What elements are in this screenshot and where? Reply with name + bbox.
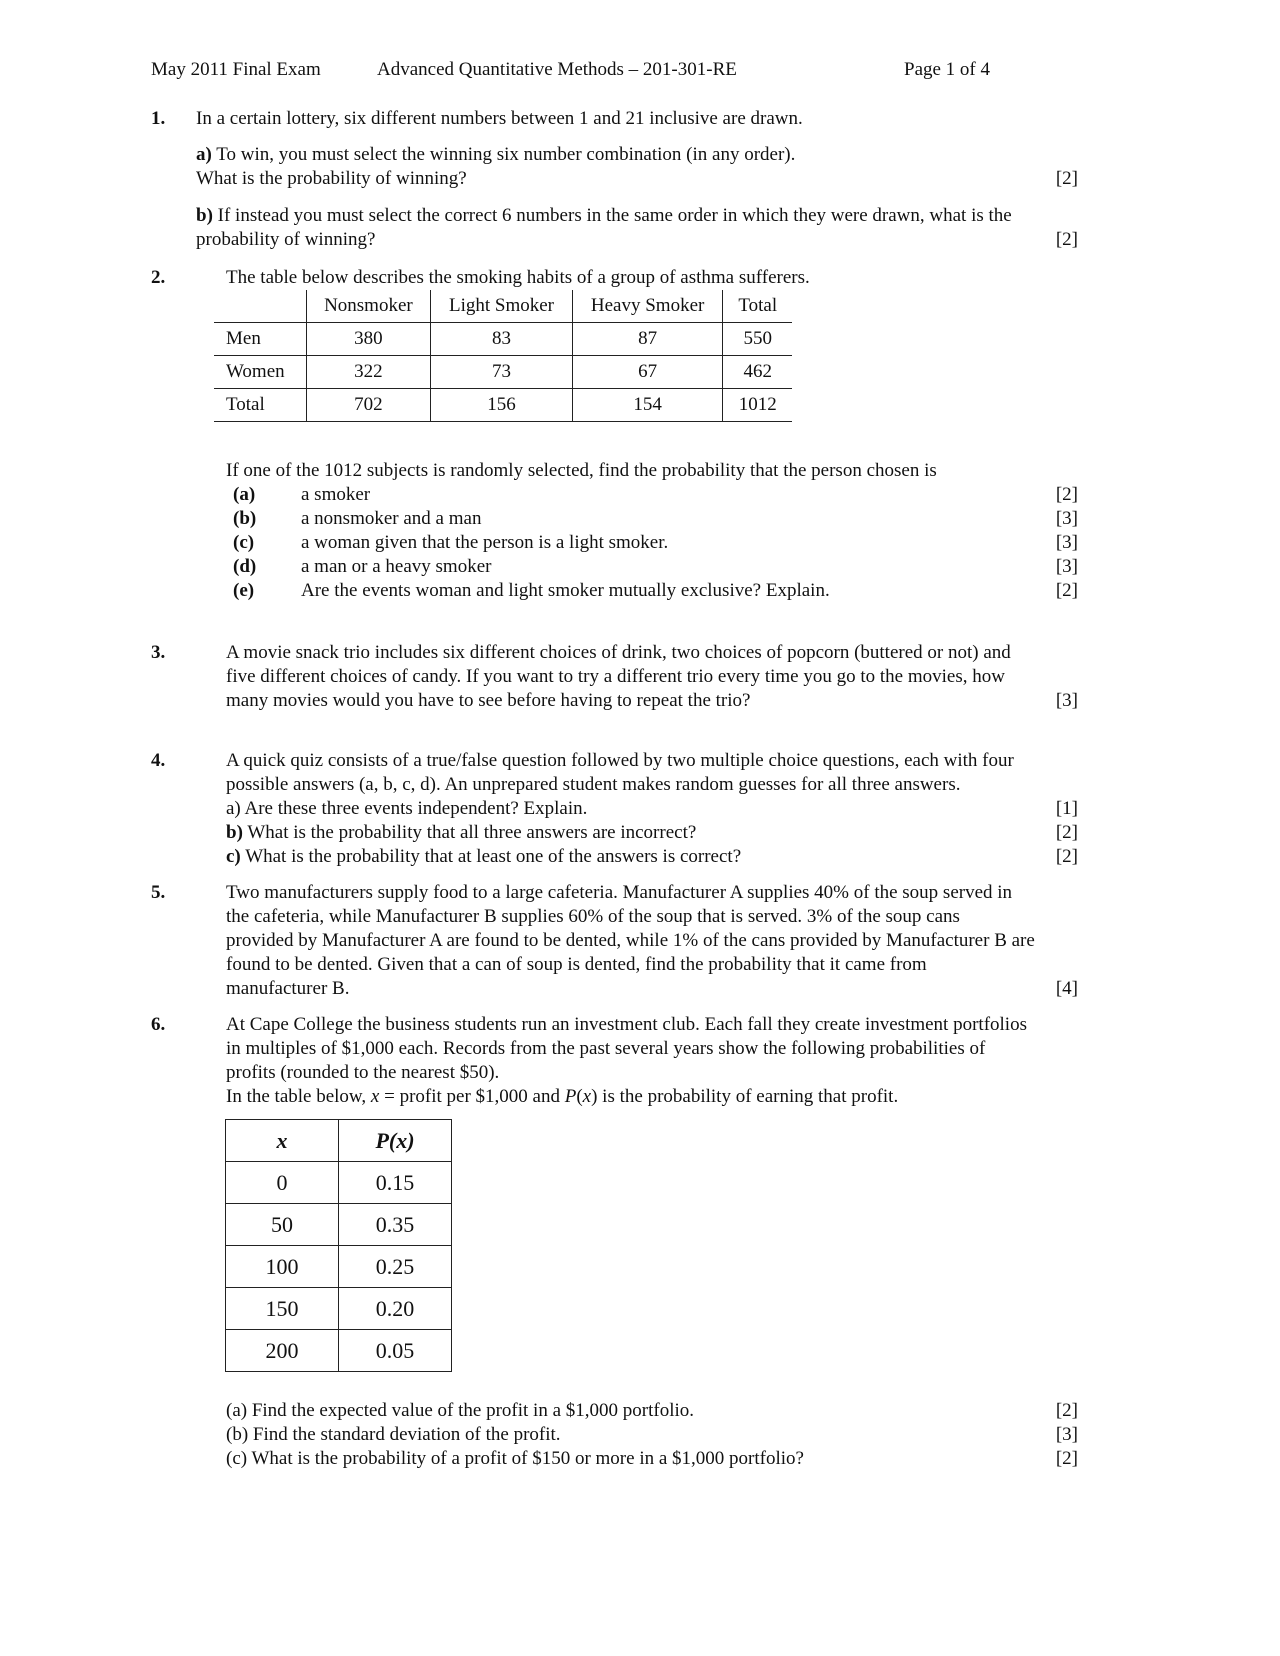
- question-2b-label: (b): [233, 508, 257, 529]
- header-course-title: Advanced Quantitative Methods – 201-301-RE: [377, 59, 737, 80]
- question-3-points: [3]: [1055, 690, 1078, 711]
- smoking-table-row-label: Men: [214, 323, 306, 356]
- table-row: [226, 1330, 452, 1372]
- question-2a-text: a smoker: [301, 484, 371, 505]
- question-5-line1: Two manufacturers supply food to a large cafeteria. Manufacturer A supplies 40% of the soup served in: [226, 882, 1013, 903]
- question-6-line4-text: In the table below,: [226, 1086, 371, 1107]
- question-3-line1: A movie snack trio includes six different choices of drink, two choices of popcorn (buttered or not) and: [226, 642, 1011, 663]
- smoking-table-header: Heavy Smoker: [572, 290, 723, 323]
- question-3-line3: many movies would you have to see before having to repeat the trio?: [226, 690, 751, 711]
- question-6-line4-text: ) is the probability of earning that profit.: [591, 1086, 899, 1107]
- question-1-number: 1.: [151, 108, 166, 129]
- profit-table-cell: 200: [226, 1330, 339, 1372]
- question-4-line2: possible answers (a, b, c, d). An unprepared student makes random guesses for all three answers.: [226, 774, 961, 795]
- smoking-table-cell: 462: [723, 356, 792, 389]
- question-5-line2: the cafeteria, while Manufacturer B supplies 60% of the soup that is served. 3% of the soup cans: [226, 906, 960, 927]
- profit-table-cell: 0.05: [339, 1330, 452, 1372]
- question-1a-line2: What is the probability of winning?: [196, 168, 467, 189]
- table-row: [214, 323, 792, 356]
- question-4a-label: a): [226, 798, 241, 819]
- table-row: [214, 389, 792, 422]
- question-5-line3: provided by Manufacturer A are found to be dented, while 1% of the cans provided by Manufacturer B are: [226, 930, 1035, 951]
- smoking-table-cell: 550: [723, 323, 792, 356]
- question-1b-points: [2]: [1055, 229, 1078, 250]
- smoking-table-cell: 702: [306, 389, 430, 422]
- smoking-table-cell: 73: [431, 356, 573, 389]
- question-2d-points: [3]: [1055, 556, 1078, 577]
- smoking-table: [214, 290, 792, 422]
- question-4b-label: b): [226, 822, 243, 843]
- table-row: [226, 1204, 452, 1246]
- smoking-table-corner: [214, 290, 306, 323]
- question-2-stem: The table below describes the smoking habits of a group of asthma sufferers.: [226, 267, 810, 288]
- header-exam-date: May 2011 Final Exam: [151, 59, 321, 80]
- profit-table-cell: 0.15: [339, 1162, 452, 1204]
- profit-table-cell: 0.25: [339, 1246, 452, 1288]
- profit-table-cell: 0.35: [339, 1204, 452, 1246]
- table-row: [226, 1246, 452, 1288]
- question-6a-points: [2]: [1055, 1400, 1078, 1421]
- smoking-table-row-label: Women: [214, 356, 306, 389]
- smoking-table-header: Total: [723, 290, 792, 323]
- table-row: [226, 1162, 452, 1204]
- question-4c-points: [2]: [1055, 846, 1078, 867]
- question-6-variable-p: P: [564, 1086, 577, 1107]
- question-2e-text: Are the events woman and light smoker mutually exclusive? Explain.: [301, 580, 830, 601]
- smoking-table-header: Nonsmoker: [306, 290, 430, 323]
- question-6c-text: (c) What is the probability of a profit of $150 or more in a $1,000 portfolio?: [226, 1448, 804, 1469]
- question-6-line4-text: = profit per $1,000 and: [379, 1086, 565, 1107]
- profit-table-cell: 0: [226, 1162, 339, 1204]
- question-2d-label: (d): [233, 556, 257, 577]
- question-2-number: 2.: [151, 267, 166, 288]
- question-2d-text: a man or a heavy smoker: [301, 556, 492, 577]
- question-3-line2: five different choices of candy. If you want to try a different trio every time you go to the movies, how: [226, 666, 1005, 687]
- smoking-table-cell: 322: [306, 356, 430, 389]
- profit-table-header-px: P(x): [339, 1120, 452, 1162]
- question-3-number: 3.: [151, 642, 166, 663]
- profit-table: [225, 1119, 452, 1372]
- header-page-number: Page 1 of 4: [904, 59, 991, 80]
- question-4a-points: [1]: [1055, 798, 1078, 819]
- question-4c-label: c): [226, 846, 241, 867]
- smoking-table-cell: 156: [431, 389, 573, 422]
- profit-table-cell: 0.20: [339, 1288, 452, 1330]
- question-4b-text: What is the probability that all three answers are incorrect?: [247, 822, 697, 843]
- question-2a-label: (a): [233, 484, 256, 505]
- question-2c-label: (c): [233, 532, 255, 553]
- question-1a-points: [2]: [1055, 168, 1078, 189]
- question-4a-text: Are these three events independent? Explain.: [244, 798, 588, 819]
- question-4-number: 4.: [151, 750, 166, 771]
- question-6c-points: [2]: [1055, 1448, 1078, 1469]
- question-4b: [226, 821, 696, 845]
- smoking-table-cell: 87: [572, 323, 723, 356]
- question-6-variable-x: x: [582, 1086, 592, 1107]
- smoking-table-header: Light Smoker: [431, 290, 573, 323]
- question-4a: [226, 797, 587, 821]
- question-2c-text: a woman given that the person is a light smoker.: [301, 532, 669, 553]
- question-4c: [226, 845, 741, 869]
- question-6-line4-text: (: [576, 1086, 583, 1107]
- question-4-line1: A quick quiz consists of a true/false question followed by two multiple choice questions, each with four: [226, 750, 1014, 771]
- question-2e-points: [2]: [1055, 580, 1078, 601]
- question-1a: [196, 143, 795, 167]
- table-row: [226, 1288, 452, 1330]
- question-1a-text: To win, you must select the winning six number combination (in any order).: [216, 144, 796, 165]
- question-5-points: [4]: [1055, 978, 1078, 999]
- smoking-table-cell: 67: [572, 356, 723, 389]
- smoking-table-cell: 154: [572, 389, 723, 422]
- question-2-intro: If one of the 1012 subjects is randomly selected, find the probability that the person chosen is: [226, 460, 937, 481]
- question-4c-text: What is the probability that at least one of the answers is correct?: [245, 846, 742, 867]
- question-1b-label: b): [196, 205, 213, 226]
- profit-table-cell: 100: [226, 1246, 339, 1288]
- question-1a-label: a): [196, 144, 212, 165]
- smoking-table-row-label: Total: [214, 389, 306, 422]
- question-6-line4: [226, 1085, 898, 1109]
- question-5-line5: manufacturer B.: [226, 978, 350, 999]
- question-2a-points: [2]: [1055, 484, 1078, 505]
- profit-table-cell: 150: [226, 1288, 339, 1330]
- profit-table-cell: 50: [226, 1204, 339, 1246]
- question-5-number: 5.: [151, 882, 166, 903]
- profit-table-header-x: x: [226, 1120, 339, 1162]
- question-2b-text: a nonsmoker and a man: [301, 508, 482, 529]
- question-6-variable-x: x: [370, 1086, 380, 1107]
- question-6b-points: [3]: [1055, 1424, 1078, 1445]
- table-row: [214, 356, 792, 389]
- question-4b-points: [2]: [1055, 822, 1078, 843]
- question-6-number: 6.: [151, 1014, 166, 1035]
- smoking-table-cell: 380: [306, 323, 430, 356]
- question-1b-text: If instead you must select the correct 6 numbers in the same order in which they were drawn, what is the: [217, 205, 1012, 226]
- question-6-line1: At Cape College the business students run an investment club. Each fall they create investment portfolios: [226, 1014, 1027, 1035]
- question-2c-points: [3]: [1055, 532, 1078, 553]
- question-2e-label: (e): [233, 580, 255, 601]
- question-1b: [196, 204, 1012, 228]
- question-6-line2: in multiples of $1,000 each. Records from the past several years show the following probabilities of: [226, 1038, 986, 1059]
- question-6a-text: (a) Find the expected value of the profit in a $1,000 portfolio.: [226, 1400, 695, 1421]
- question-1-stem: In a certain lottery, six different numbers between 1 and 21 inclusive are drawn.: [196, 108, 803, 129]
- question-6b-text: (b) Find the standard deviation of the profit.: [226, 1424, 561, 1445]
- question-1b-line2: probability of winning?: [196, 229, 376, 250]
- question-5-line4: found to be dented. Given that a can of soup is dented, find the probability that it came from: [226, 954, 927, 975]
- question-6-line3: profits (rounded to the nearest $50).: [226, 1062, 500, 1083]
- smoking-table-cell: 83: [431, 323, 573, 356]
- smoking-table-cell: 1012: [723, 389, 792, 422]
- question-2b-points: [3]: [1055, 508, 1078, 529]
